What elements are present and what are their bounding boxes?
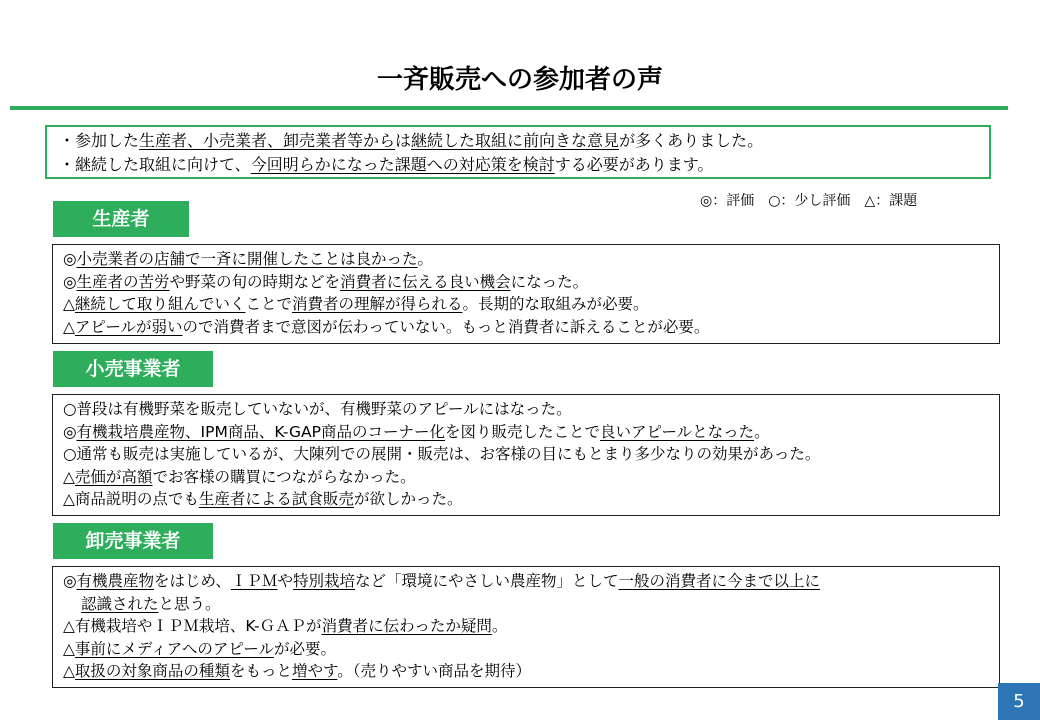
text-segment: が多くありました。 xyxy=(619,131,764,150)
underlined-text: 継続して取り組んでいく xyxy=(74,295,246,313)
feedback-line xyxy=(63,488,999,511)
text-segment: 。 xyxy=(754,422,770,441)
text-segment: や xyxy=(277,572,293,590)
summary-line xyxy=(59,129,989,153)
category-label-wholesaler: 卸売事業者 xyxy=(53,523,213,559)
summary-box xyxy=(45,125,991,179)
underlined-text: ＩＰＭ xyxy=(230,572,278,590)
feedback-line xyxy=(63,293,999,316)
feedback-line xyxy=(63,638,999,661)
text-segment: や野菜の旬の時期などを xyxy=(169,272,341,291)
text-segment: 。 xyxy=(491,617,508,635)
underlined-text: 生産者の苦労 xyxy=(76,272,170,291)
underlined-text: 今回明らかになった課題への対応策を検討 xyxy=(250,155,555,174)
feedback-line xyxy=(63,615,999,638)
text-segment: △有機栽培やＩＰＭ栽培、K-ＧＡＰが xyxy=(63,617,322,635)
text-segment: する必要があります。 xyxy=(554,155,714,174)
text-segment: が必要。 xyxy=(273,639,336,658)
text-segment: になった。 xyxy=(510,272,589,291)
summary-line xyxy=(59,153,989,177)
underlined-text: 消費者の理解が得られる xyxy=(291,295,463,313)
text-segment: △ xyxy=(63,639,75,658)
text-segment: ○通常も販売は実施しているが、大陳列での展開・販売は、お客様の目にもとまり多少なりの効果があった。 xyxy=(63,445,821,463)
text-segment: 。長期的な取組みが必要。 xyxy=(462,295,649,313)
text-segment: ことで xyxy=(245,295,292,313)
underlined-text: アピールが弱い xyxy=(74,317,183,336)
underlined-text: 事前にメディアへのアピール xyxy=(74,639,274,658)
underlined-text: 生産者、小売業者、卸売業者等から xyxy=(139,131,396,150)
underlined-text: 消費者に伝わったか疑問 xyxy=(321,617,492,635)
underlined-text: 生産者による試食販売 xyxy=(198,490,354,508)
text-segment: ○普段は有機野菜を販売していないが、有機野菜のアピールにはなった。 xyxy=(63,400,572,418)
title-divider xyxy=(10,106,1008,110)
text-segment: など「環境にやさしい農産物」として xyxy=(354,572,619,590)
rating-legend: ◎：評価 ○：少し評価 △：課題 xyxy=(700,193,918,209)
feedback-line xyxy=(63,421,999,444)
category-label-producer: 生産者 xyxy=(53,201,189,237)
page-number-badge: 5 xyxy=(998,683,1040,720)
text-segment: を図り販売したことで xyxy=(444,422,600,441)
text-segment: ・参加した xyxy=(59,131,140,150)
feedback-line xyxy=(63,398,999,421)
text-segment: と思う。 xyxy=(158,594,221,613)
text-segment: ので消費者まで意図が伝わっていない。もっと消費者に訴えることが必要。 xyxy=(182,317,710,336)
underlined-text: 有機農産物 xyxy=(76,572,155,590)
feedback-line xyxy=(63,248,999,271)
text-segment: をはじめ、 xyxy=(154,572,231,590)
underlined-text: 継続した取組に前向きな意見 xyxy=(411,131,620,150)
underlined-text: 売価が高額 xyxy=(74,467,153,486)
underlined-text: 消費者に伝える良い機会 xyxy=(340,272,511,291)
underlined-text: 良いアピールとなった xyxy=(600,422,755,441)
text-segment: 。 xyxy=(417,250,434,268)
underlined-text: 有機栽培農産物、IPM商品、K-GAP商品のコーナー化 xyxy=(76,422,445,441)
text-segment: ◎ xyxy=(63,272,77,291)
feedback-line xyxy=(63,316,999,339)
text-segment: をもっと xyxy=(229,662,292,680)
text-segment: ◎ xyxy=(63,572,77,590)
text-segment: △商品説明の点でも xyxy=(63,490,199,508)
text-segment: ◎ xyxy=(63,422,77,441)
text-segment: でお客様の購買につながらなかった。 xyxy=(152,467,416,486)
feedback-line xyxy=(63,570,999,593)
feedback-line xyxy=(63,593,999,616)
text-segment: ・継続した取組に向けて、 xyxy=(59,155,251,174)
feedback-line xyxy=(63,271,999,294)
feedback-line xyxy=(63,443,999,466)
underlined-text: 特別栽培 xyxy=(292,572,355,590)
category-label-retailer: 小売事業者 xyxy=(53,351,213,387)
underlined-text: 認識された xyxy=(81,594,159,613)
underlined-text: 増やす xyxy=(291,662,338,680)
text-segment: △ xyxy=(63,295,75,313)
underlined-text: 小売業者の店舗で一斉に開催したことは良かった xyxy=(76,250,418,268)
feedback-line xyxy=(63,466,999,489)
underlined-text: 一般の消費者に今まで以上に xyxy=(618,572,821,590)
feedback-box-retailer xyxy=(52,394,1000,516)
text-segment: は xyxy=(395,131,412,150)
slide-title: 一斉販売への参加者の声 xyxy=(376,65,663,95)
text-segment: △ xyxy=(63,467,75,486)
feedback-line xyxy=(63,660,999,683)
text-segment: 。（売りやすい商品を期待） xyxy=(337,662,531,680)
underlined-text: 取扱の対象商品の種類 xyxy=(74,662,230,680)
text-segment: ◎ xyxy=(63,250,77,268)
text-segment: △ xyxy=(63,317,75,336)
text-segment: △ xyxy=(63,662,75,680)
feedback-box-wholesaler xyxy=(52,566,1000,688)
text-segment: が欲しかった。 xyxy=(353,490,463,508)
feedback-box-producer xyxy=(52,244,1000,344)
